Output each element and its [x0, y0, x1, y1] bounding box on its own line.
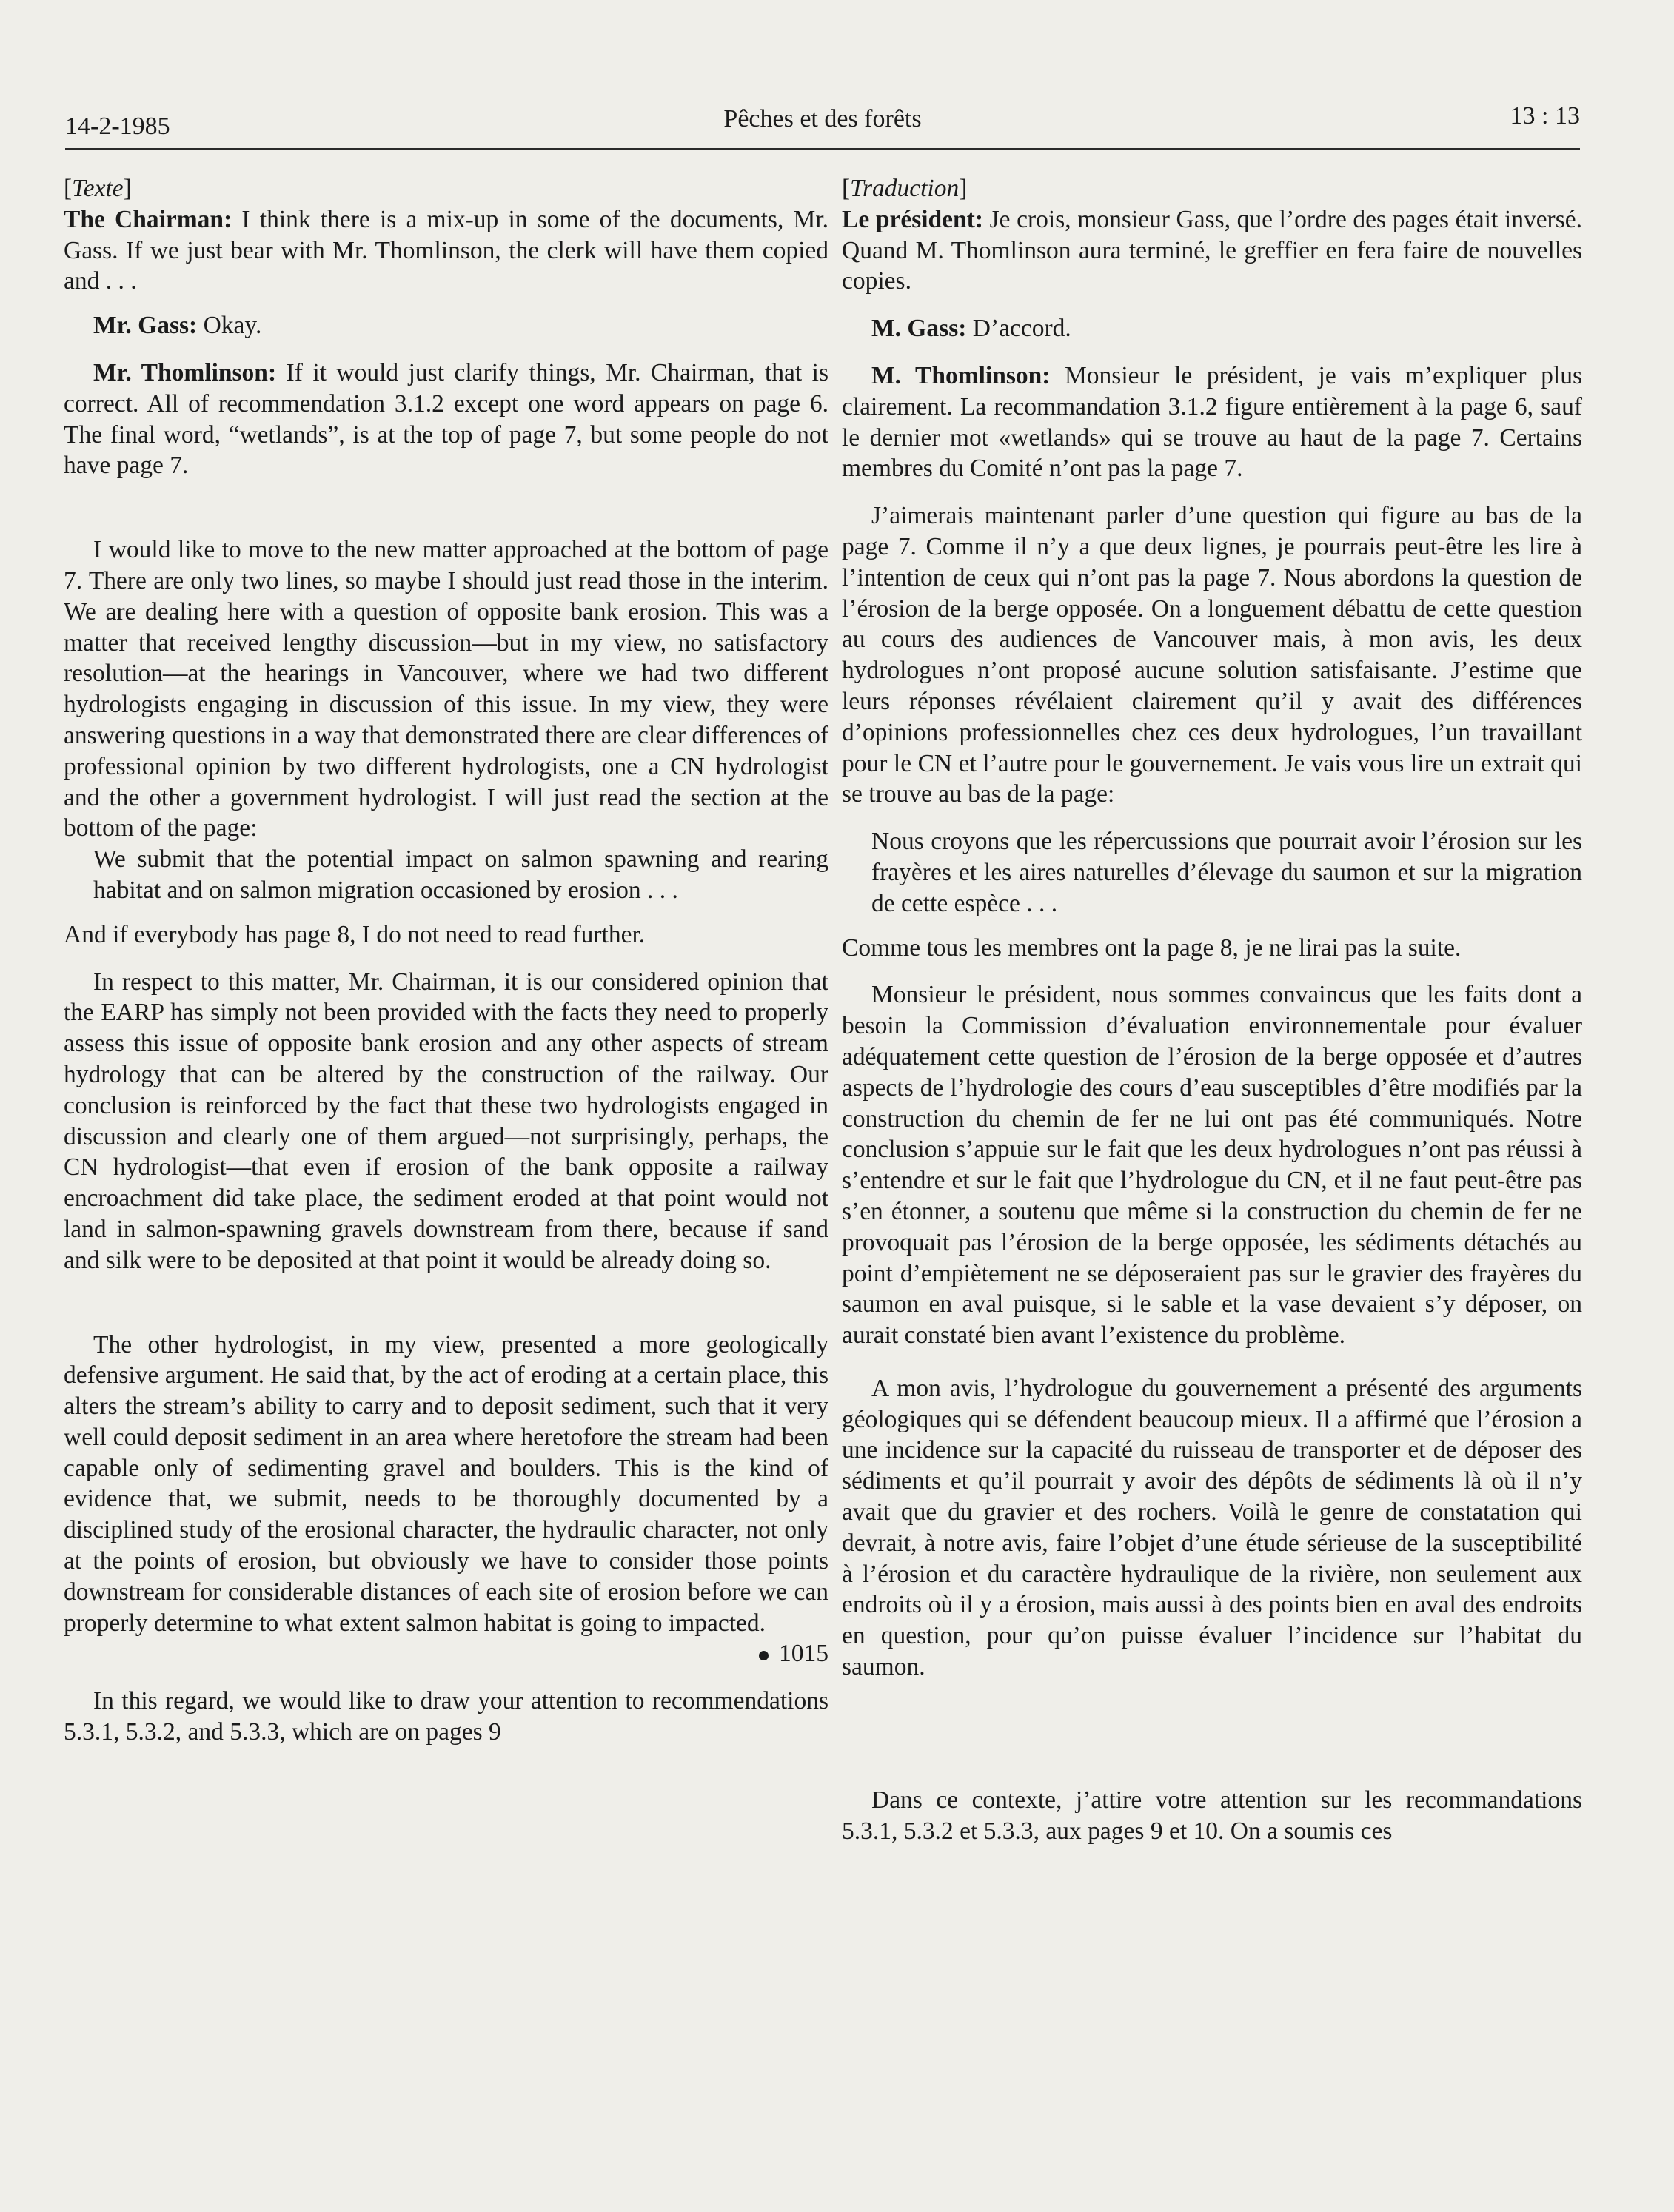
paragraph: A mon avis, l’hydrologue du gouvernement a présenté des arguments géologiques qui se défendent beaucoup mieux. Il a affirmé que l’érosion a une incidence sur la capacité du ruisseau de transporter et de déposer des sédiments et qu’il pourrait y avoir des dépôts de sédiments là où il n’y avait que du gravier et des rochers. Voilà le genre de constatation qui devrait, à notre avis, faire l’objet d’une étude sérieuse de la susceptibilité à l’érosion et du caractère hydraulique de la rivière, non seulement aux endroits où il y a érosion, mais aussi à des points bien en aval des endroits en question, pour qu’on puisse évaluer l’incidence sur l’habitat du saumon. — [842, 1374, 1582, 1681]
paragraph: M. Thomlinson: Monsieur le président, je vais m’expliquer plus clairement. La recommandation 3.1.2 figure entièrement à la page 6, sauf le dernier mot «wetlands» qui se trouve au haut de la page 7. Certains membres du Comité n’ont pas la page 7. — [842, 361, 1582, 483]
speaker-name: Mr. Thomlinson: — [93, 358, 277, 386]
paragraph: In this regard, we would like to draw your attention to recommendations 5.3.1, 5.3.2, and 5.3.3, which are on pages 9 — [64, 1687, 828, 1746]
paragraph: I would like to move to the new matter approached at the bottom of page 7. There are only two lines, so maybe I should just read those in the interim. We are dealing here with a question of opposite bank erosion. This was a matter that received lengthy discussion—but in my view, no satisfactory resolution—at the hearings in Vancouver, where we had two different hydrologists engaging in discussion of this issue. In my view, they were answering questions in a way that demonstrated there are clear differences of professional opinion by two different hydrologists, one a CN hydrologist and the other a government hydrologist. I will just read the section at the bottom of the page: — [64, 536, 828, 842]
speaker-name: Le président: — [842, 205, 983, 233]
paragraph: J’aimerais maintenant parler d’une question qui figure au bas de la page 7. Comme il n’y a que deux lignes, je pourrais peut-être les lire à l’intention de ceux qui n’ont pas la page 7. Nous abordons la question de l’érosion de la berge opposée. On a longuement débattu de cette question au cours des audiences de Vancouver mais, à mon avis, les deux hydrologues n’ont proposé aucune solution satisfaisante. J’estime que leurs réponses révélaient clairement qu’il y avait des différences d’opinions professionnelles chez ces deux hydrologues, l’un travaillant pour le CN et l’autre pour le gouvernement. Je vais vous lire un extrait qui se trouve au bas de la page: — [842, 502, 1582, 808]
block-quote: Nous croyons que les répercussions que pourrait avoir l’érosion sur les frayères et les aires naturelles d’élevage du saumon et sur la migration de cette espèce . . . — [871, 828, 1582, 917]
speaker-name: Mr. Gass: — [93, 312, 198, 340]
speaker-name: M. Thomlinson: — [871, 361, 1051, 389]
paragraph: M. Gass: D’accord. — [871, 315, 1071, 343]
page-header — [65, 102, 1580, 150]
paragraph: The Chairman: I think there is a mix-up in some of the documents, Mr. Gass. If we just bear with Mr. Thomlinson, the clerk will have them copied and . . . — [64, 205, 828, 295]
paragraph: Dans ce contexte, j’attire votre attention sur les recommandations 5.3.1, 5.3.2 et 5.3.3, aux pages 9 et 10. On a soumis ces — [842, 1786, 1582, 1845]
paragraph: The other hydrologist, in my view, presented a more geologically defensive argument. He said that, by the act of eroding at a certain place, this alters the stream’s ability to carry and to deposit sediment, such that it very well could deposit sediment in an area where heretofore the stream had been capable only of sedimenting gravel and boulders. This is the kind of evidence that, we submit, needs to be thoroughly documented by a disciplined study of the erosional character, the hydraulic character, not only at the points of erosion, but obviously we have to consider those points downstream for considerable distances of each site of erosion before we can properly determine to what extent salmon habitat is going to impacted. — [64, 1330, 828, 1637]
paragraph: Monsieur le président, nous sommes convaincus que les faits dont a besoin la Commission d’évaluation environnementale pour évaluer adéquatement cette question de l’érosion de la berge opposée et d’autres aspects de l’hydrologie des cours d’eau susceptibles d’être modifiés par la construction du chemin de fer ne lui ont pas été communiqués. Notre conclusion s’appuie sur le fait que les deux hydrologues n’ont pas réussi à s’entendre et sur le fait que l’hydrologue du CN, et il ne faut peut-être pas s’en étonner, a soutenu que même si la construction du chemin de fer ne provoquait pas l’érosion de la berge opposée, les sédiments détachés au point d’empiètement ne se déposeraient pas sur le gravier des frayères du saumon en aval puisque, si le sable et la vase devaient s’y déposer, on aurait constaté bien avant l’existence du problème. — [842, 981, 1582, 1350]
time-marker: 1015 — [64, 1638, 828, 1669]
bullet-icon — [759, 1651, 769, 1660]
french-column — [842, 173, 1582, 1846]
paragraph: In respect to this matter, Mr. Chairman, it is our considered opinion that the EARP has simply not been provided with the facts they need to properly assess this issue of opposite bank erosion and any other aspects of stream hydrology that can be altered by the construction of the railway. Our conclusion is reinforced by the fact that these two hydrologists engaged in discussion and clearly one of them argued—not surprisingly, perhaps, the CN hydrologist—that even if erosion of the bank opposite a railway encroachment did take place, the sediment eroded at that point would not land in salmon-spawning gravels downstream from there, because if sand and silk were to be deposited at that point it would be already doing so. — [64, 968, 828, 1274]
speaker-name: The Chairman: — [64, 205, 232, 233]
paragraph: Mr. Gass: Okay. — [93, 312, 262, 340]
header-title: Pêches et des forêts — [723, 105, 922, 133]
paragraph: Le président: Je crois, monsieur Gass, que l’ordre des pages était inversé. Quand M. Thomlinson aura terminé, le greffier en fera faire de nouvelles copies. — [842, 205, 1582, 295]
block-quote: We submit that the potential impact on salmon spawning and rearing habitat and on salmon migration occasioned by erosion . . . — [93, 845, 828, 904]
header-page-number: 13 : 13 — [1510, 102, 1580, 130]
english-column — [64, 173, 828, 1748]
paragraph: Comme tous les membres ont la page 8, je ne lirai pas la suite. — [842, 934, 1462, 962]
language-tag: [Traduction] — [842, 175, 968, 202]
language-tag: [Texte] — [64, 175, 132, 202]
paragraph: Mr. Thomlinson: If it would just clarify things, Mr. Chairman, that is correct. All of recommendation 3.1.2 except one word appears on page 6. The final word, “wetlands”, is at the top of page 7, but some people do not have page 7. — [64, 358, 828, 480]
speaker-name: M. Gass: — [871, 315, 967, 343]
header-date: 14-2-1985 — [65, 113, 170, 140]
paragraph: And if everybody has page 8, I do not need to read further. — [64, 920, 646, 948]
